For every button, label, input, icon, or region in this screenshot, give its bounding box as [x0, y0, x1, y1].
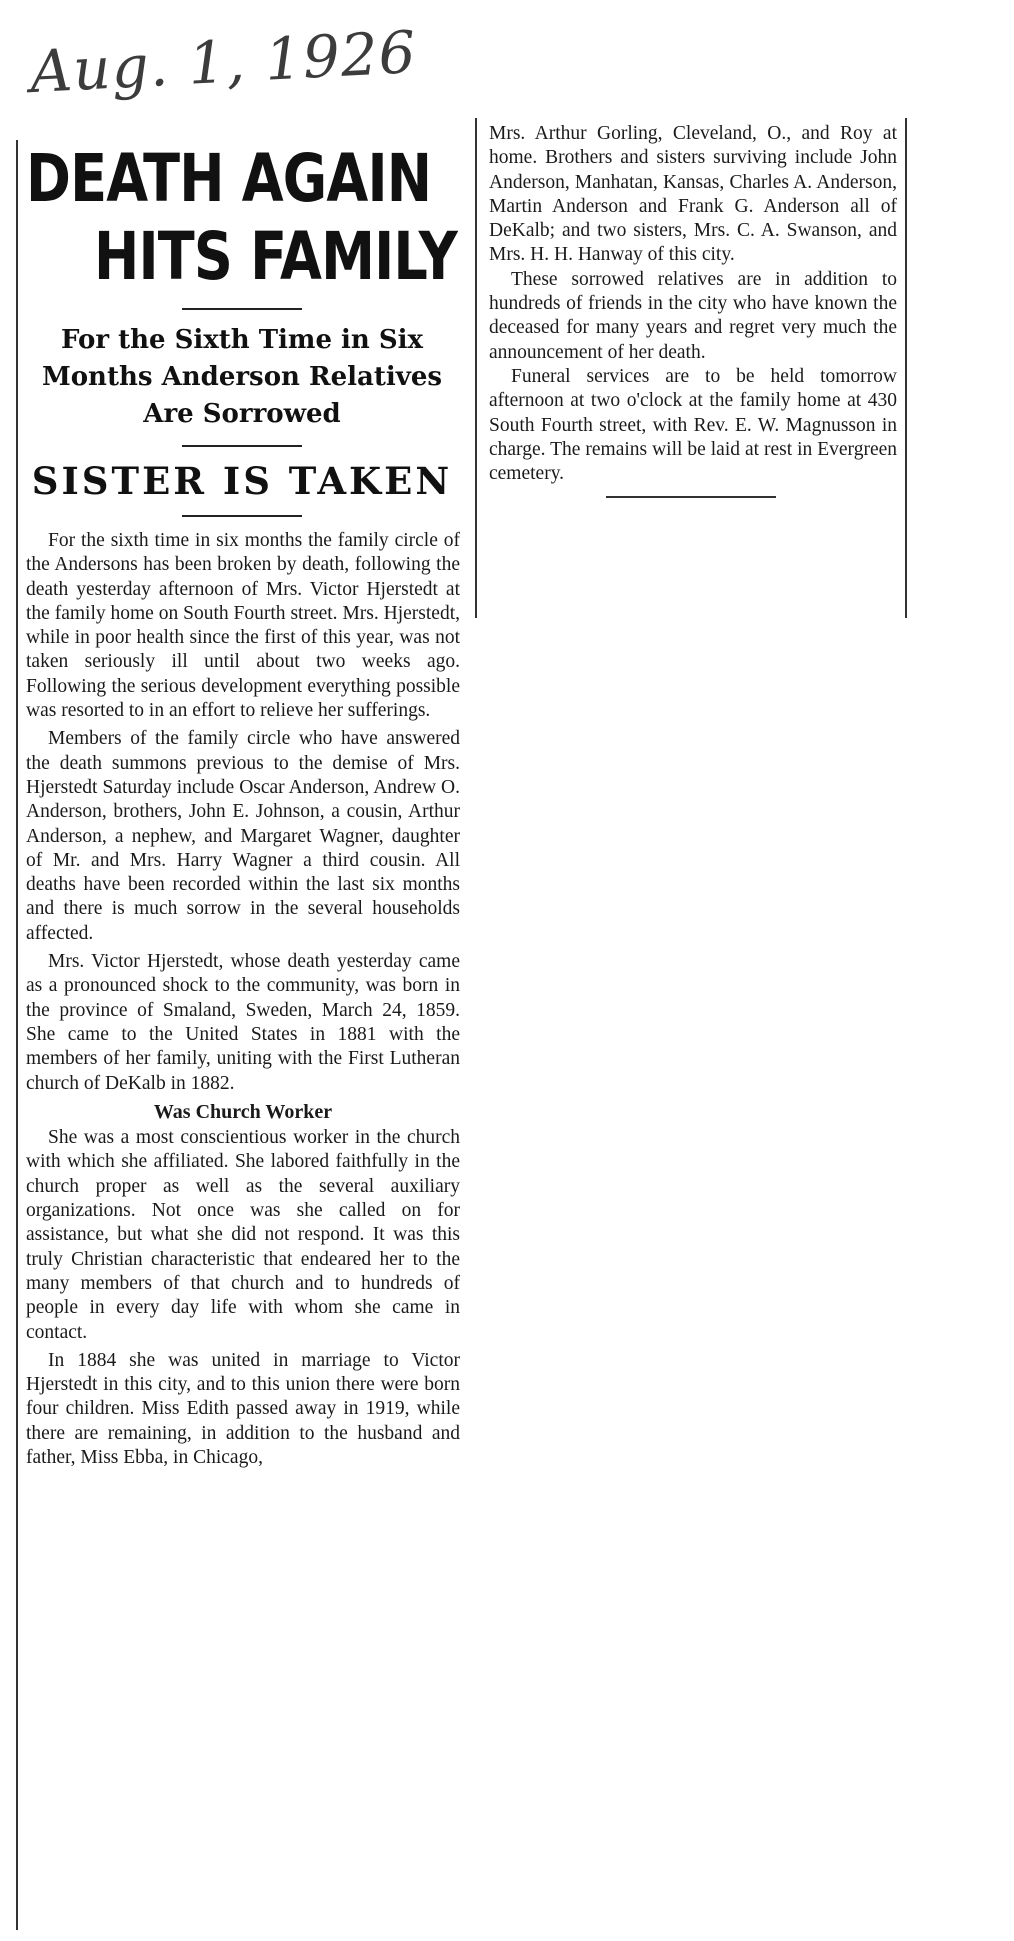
divider-rule — [182, 515, 302, 517]
section-heading: Was Church Worker — [153, 1100, 333, 1123]
paragraph: For the sixth time in six months the family circle of the Andersons has been broken by death, following the death yesterday afternoon of Mrs. Victor Hjerstedt at the family home on South Fourth street. Mrs. Hjerstedt, while in poor health since the first of this year, was not taken seriously ill until about two weeks ago. Following the serious development everything possible was resorted to in an effort to relieve her sufferings. — [26, 530, 460, 722]
paragraph: Members of the family circle who have answered the death summons previous to the demise of Mrs. Hjerstedt Saturday include Oscar Anderson, Andrew O. Anderson, brothers, John E. Johnson, a cousin, Arthur Anderson, a nephew, and Margaret Wagner, daughter of Mr. and Mrs. Harry Wagner a third cousin. All deaths have been recorded within the last six months and there is much sorrow in the several households affected. — [26, 728, 460, 944]
headline-line-1: DEATH AGAIN — [26, 140, 432, 217]
deck-heading: SISTER IS TAKEN — [31, 459, 453, 503]
paragraph: Mrs. Arthur Gorling, Cleveland, O., and Roy at home. Brothers and sisters surviving include John Anderson, Manhatan, Kansas, Charles A. Anderson, Martin Anderson and Frank G. Anderson all of DeKalb; and two sisters, Mrs. C. A. Swanson, and Mrs. H. H. Hanway of this city. — [489, 123, 897, 266]
divider-rule — [182, 445, 302, 447]
paragraph: Funeral services are to be held tomorrow afternoon at two o'clock at the family home at 430 South Fourth street, with Rev. E. W. Magnusson in charge. The remains will be laid at rest in Evergreen cemetery. — [489, 365, 897, 485]
paragraph: These sorrowed relatives are in addition to hundreds of friends in the city who have known the deceased for many years and regret very much the announcement of her death. — [489, 268, 897, 363]
subheadline: For the Sixth Time in Six Months Anderson Relatives Are Sorrowed — [41, 325, 443, 429]
article-right-column — [475, 118, 907, 618]
paragraph: In 1884 she was united in marriage to Victor Hjerstedt in this city, and to this union there were born four children. Miss Edith passed away in 1919, while there are remaining, in addition to the husband and father, Miss Ebba, in Chicago, — [26, 1349, 460, 1468]
paragraph: Mrs. Victor Hjerstedt, whose death yesterday came as a pronounced shock to the community, was born in the province of Smaland, Sweden, March 24, 1859. She came to the United States in 1881 with the members of her family, uniting with the First Lutheran church of DeKalb in 1882. — [26, 951, 460, 1094]
handwritten-date: Aug. 1, 1926 — [28, 17, 419, 107]
paragraph: She was a most conscientious worker in the church with which she affiliated. She labored faithfully in the church proper as well as the several auxiliary organizations. Not once was she called on for assistance, but what she did not respond. It was this truly Christian characteristic that endeared her to the many members of that church and to hundreds of people in every day life with whom she came in contact. — [26, 1127, 460, 1343]
article-body-left — [18, 529, 466, 1470]
divider-rule — [182, 308, 302, 310]
article-body-right — [477, 118, 905, 486]
article-left-column — [16, 140, 466, 1930]
headline-line-2: HITS FAMILY — [94, 218, 458, 295]
end-rule — [606, 496, 776, 498]
